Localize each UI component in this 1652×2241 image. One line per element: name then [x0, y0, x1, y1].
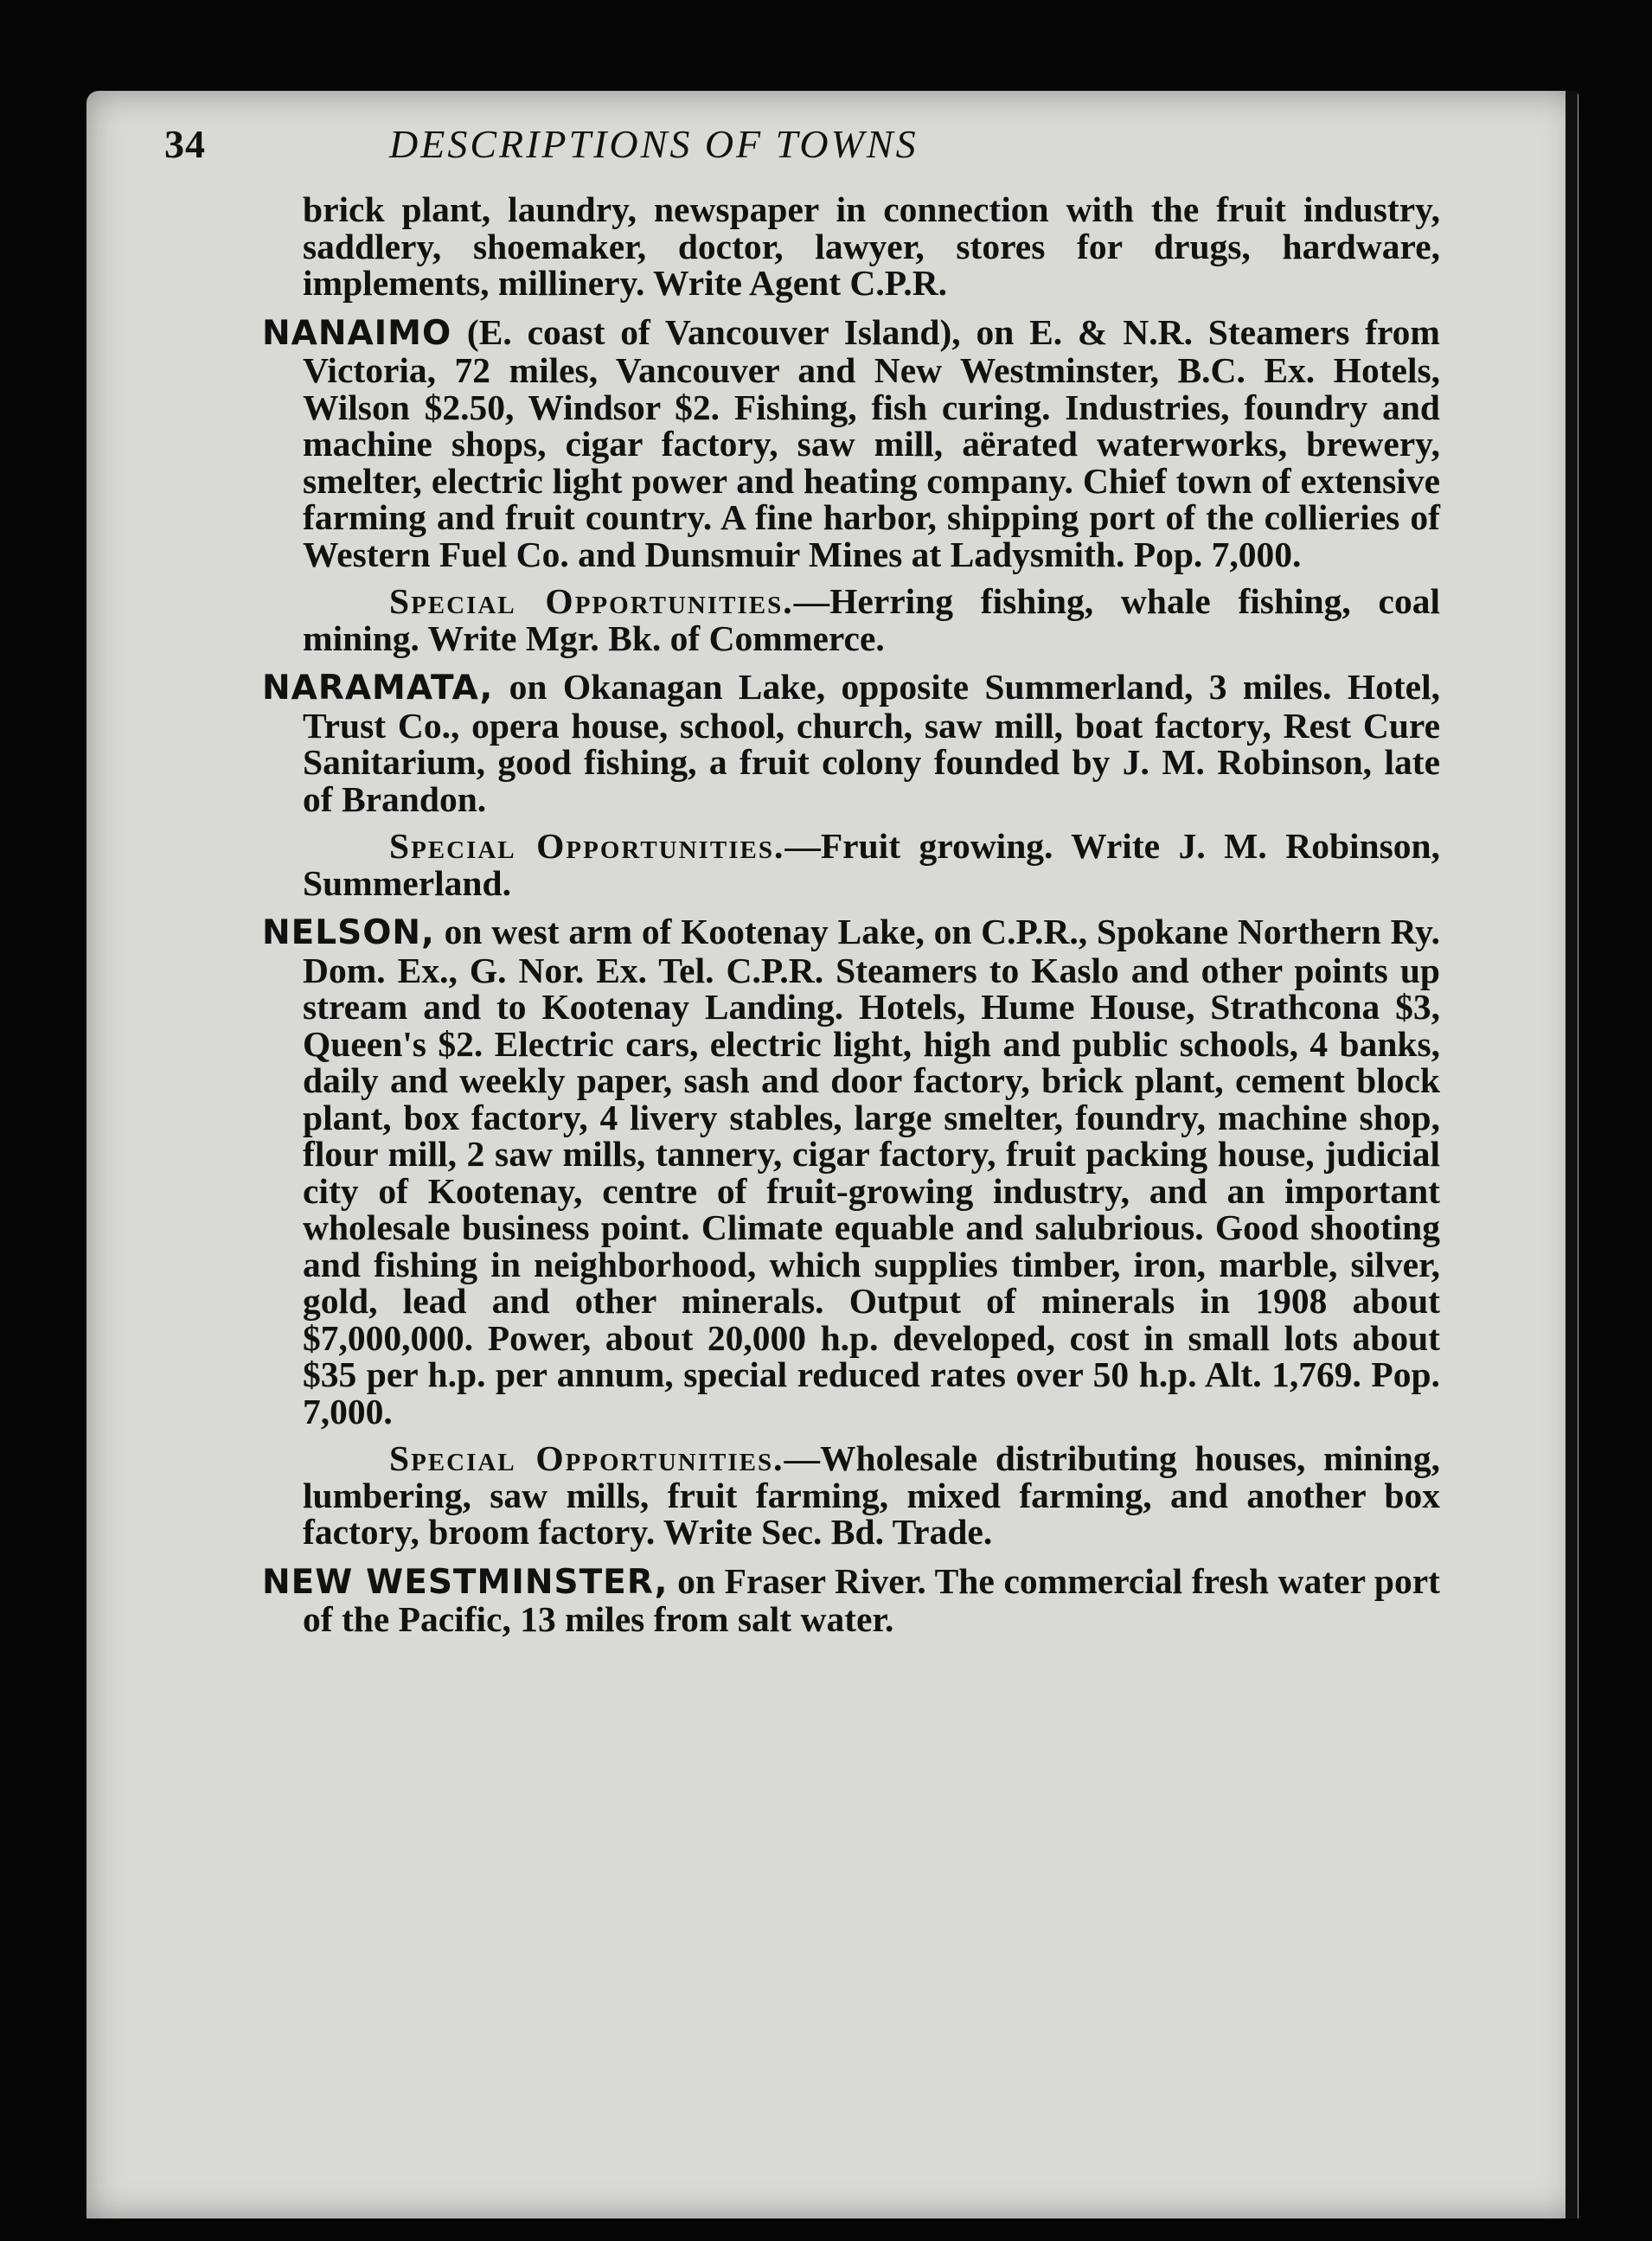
page-content — [164, 121, 1440, 1649]
special-text: —Herring fishing, whale fishing, coal mining. Write Mgr. Bk. of Commerce. — [303, 581, 1440, 658]
special-opportunities-naramata — [164, 828, 1440, 901]
special-label: Special Opportunities. — [389, 581, 794, 621]
town-name: NARAMATA, — [262, 669, 494, 708]
page-edge-shadow — [1566, 91, 1578, 2219]
entry-text: on Okanagan Lake, opposite Summerland, 3 miles. Hotel, Trust Co., opera house, school, church, saw mill, boat factory, Rest Cure Sanitarium, good fishing, a fruit colony founded by J. M. Robinson, late of Brandon. — [303, 667, 1440, 819]
special-text: —Wholesale distributing houses, mining, lumbering, saw mills, fruit farming, mixed farming, and another box factory, broom factory. Write Sec. Bd. Trade. — [303, 1438, 1440, 1552]
entry-new-westminster — [164, 1560, 1440, 1639]
special-opportunities-nanaimo — [164, 583, 1440, 656]
entry-naramata — [164, 669, 1440, 817]
town-name: NANAIMO — [262, 313, 452, 353]
page-title: DESCRIPTIONS OF TOWNS — [389, 122, 919, 166]
entry-text: on Fraser River. The commercial fresh water port of the Pacific, 13 miles from salt water. — [303, 1560, 1440, 1639]
town-name: NEW WESTMINSTER, — [262, 1562, 669, 1602]
continuation-paragraph: brick plant, laundry, newspaper in connection with the fruit industry, saddlery, shoemaker, doctor, lawyer, stores for drugs, hardware, implements, millinery. Write Agent C.P.R. — [303, 189, 1440, 303]
special-opportunities-nelson — [164, 1440, 1440, 1551]
town-name: NELSON, — [262, 913, 435, 952]
entry-nelson — [164, 913, 1440, 1430]
entry-text: on west arm of Kootenay Lake, on C.P.R., Spokane Northern Ry. Dom. Ex., G. Nor. Ex. Tel. C.P.R. Steamers to Kaslo and other points up stream and to Kootenay Landing. Hotels, Hume House, Strathcona $3, Queen's $2. Electric cars, electric light, high and public schools, 4 banks, daily and weekly paper, sash and door factory, brick plant, cement block plant, box factory, 4 livery stables, large smelter, foundry, machine shop, flour mill, 2 saw mills, tannery, cigar factory, fruit packing house, judicial city of Kootenay, centre of fruit-growing industry, and an important wholesale business point. Climate equable and salubrious. Good shooting and fishing in neighborhood, which supplies timber, iron, marble, silver, gold, lead and other minerals. Output of minerals in 1908 about $7,000,000. Power, about 20,000 h.p. developed, cost in small lots about $35 per h.p. per annum, special reduced rates over 50 h.p. Alt. 1,769. Pop. 7,000. — [303, 912, 1440, 1431]
entry-nanaimo — [164, 311, 1440, 574]
special-label: Special Opportunities. — [389, 1438, 784, 1478]
body-text — [164, 191, 1440, 1638]
running-head — [164, 121, 1440, 167]
page-number: 34 — [164, 122, 206, 166]
special-label: Special Opportunities. — [389, 826, 785, 866]
special-text: —Fruit growing. Write J. M. Robinson, Summerland. — [303, 826, 1440, 903]
entry-text: (E. coast of Vancouver Island), on E. & N.R. Steamers from Victoria, 72 miles, Vancouver and New Westminster, B.C. Ex. Hotels, Wilson $2.50, Windsor $2. Fishing, fish curing. Industries, foundry and machine shops, cigar factory, saw mill, aërated waterworks, brewery, smelter, electric light power and heating company. Chief town of extensive farming and fruit country. A fine harbor, shipping port of the collieries of Western Fuel Co. and Dunsmuir Mines at Ladysmith. Pop. 7,000. — [303, 311, 1440, 574]
